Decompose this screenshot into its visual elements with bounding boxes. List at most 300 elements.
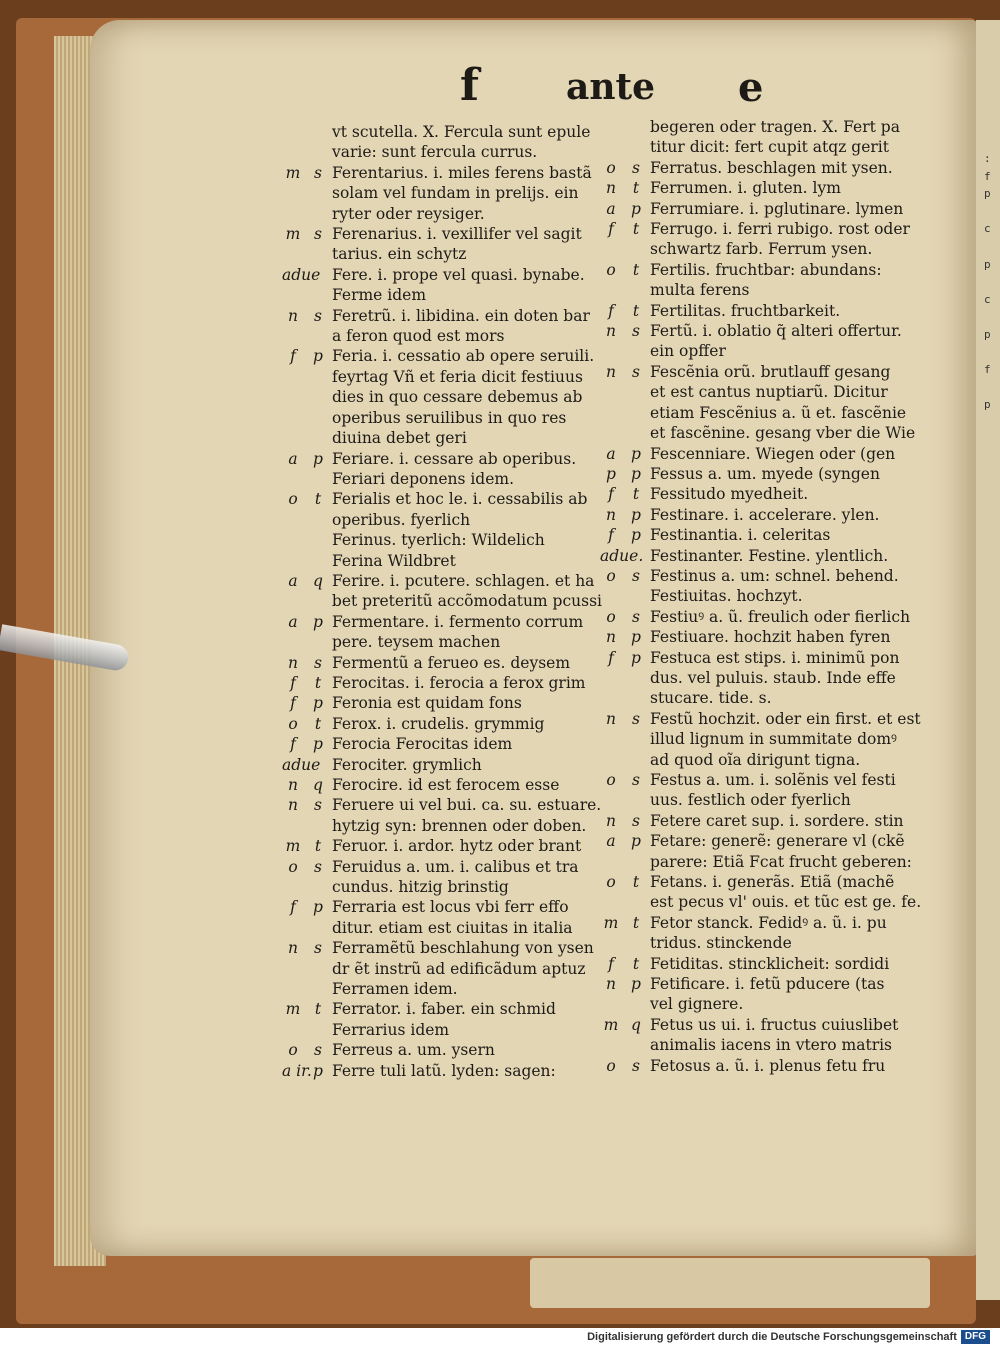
gender-marker (282, 469, 304, 489)
class-marker (622, 892, 650, 912)
gender-marker: f (608, 220, 614, 239)
dictionary-line (600, 688, 930, 708)
entry-text: Ferme idem (332, 286, 427, 305)
entry-text: bet preteritũ accõmodatum pcussi (331, 592, 602, 611)
gender-marker: f (608, 954, 614, 973)
dictionary-line (600, 117, 930, 137)
class-marker: s (632, 811, 640, 830)
class-marker: q (631, 1015, 641, 1034)
gender-marker: m (285, 1000, 301, 1019)
entry-text: Ferratus. beschlagen mit ysen. (650, 158, 893, 177)
entry-text: Festiuare. hochzit haben fyren (650, 628, 891, 647)
entry-text: Festinantia. i. celeritas (650, 526, 831, 545)
gender-marker: a (606, 444, 616, 463)
header-center-word: ante (566, 66, 656, 108)
class-marker: t (314, 673, 322, 692)
class-marker (622, 239, 650, 259)
gender-marker: o (288, 1041, 298, 1060)
class-marker: p (313, 694, 323, 713)
class-marker: t (632, 301, 640, 320)
dictionary-line (282, 163, 602, 183)
gender-marker: a (606, 832, 616, 851)
dictionary-line (600, 954, 930, 974)
gender-marker: o (606, 771, 616, 789)
gender-marker: f (608, 526, 614, 545)
entry-text: Ferrator. i. faber. ein schmid (332, 1000, 556, 1019)
entry-text: etiam Fescẽnius a. ũ et. fascẽnie (650, 403, 907, 422)
dictionary-line (282, 632, 602, 652)
entry-text: Ferramẽtũ beschlahung von ysen (332, 939, 594, 958)
class-marker (622, 688, 650, 708)
class-marker (622, 403, 650, 423)
class-marker: s (632, 158, 640, 177)
gender-marker (600, 586, 622, 606)
dictionary-line (282, 265, 602, 285)
gender-marker (282, 408, 304, 428)
entry-text: tridus. stinckende (650, 934, 792, 953)
dictionary-line (282, 795, 602, 815)
dictionary-line (600, 974, 930, 994)
class-marker: q (313, 776, 323, 794)
class-marker: s (632, 607, 640, 626)
dictionary-line (600, 709, 930, 729)
gender-marker: adue. (600, 546, 644, 565)
class-marker (304, 755, 332, 775)
entry-text: Festiuitas. hochzyt. (650, 587, 803, 606)
gender-marker (282, 591, 304, 611)
dictionary-line (282, 408, 602, 428)
gender-marker: n (288, 796, 298, 815)
dictionary-line (600, 668, 930, 688)
entry-text: Fescẽnia orũ. brutlauff gesang (650, 362, 891, 381)
class-marker (304, 122, 332, 142)
dictionary-line (282, 326, 602, 346)
class-marker: t (632, 954, 640, 973)
dictionary-line (600, 913, 930, 933)
entry-text: Fetor stanck. Fedidꝰ a. ũ. i. pu (650, 913, 887, 932)
class-marker (304, 367, 332, 387)
class-marker (304, 204, 332, 224)
page-bottom-strip (530, 1258, 930, 1308)
entry-text: animalis iacens in vtero matris (650, 1036, 893, 1055)
dictionary-line (282, 224, 602, 244)
gender-marker: m (285, 163, 301, 182)
class-marker (304, 326, 332, 346)
entry-text: et fascẽnine. gesang vber die Wie (650, 424, 916, 443)
class-marker: s (632, 566, 640, 585)
dictionary-line (600, 137, 930, 157)
entry-text: Ferraria est locus vbi ferr effo (332, 898, 569, 917)
facing-page-marks: : f p c p c p f p (984, 152, 991, 412)
entry-text: Feria. i. cessatio ab opere seruili. (332, 347, 595, 366)
gender-marker (600, 117, 622, 137)
entry-text: Fermentare. i. fermento corrum (332, 612, 584, 631)
class-marker (622, 382, 650, 402)
gender-marker (282, 367, 304, 387)
class-marker (304, 285, 332, 305)
dictionary-line (600, 831, 930, 851)
gender-marker: n (606, 505, 616, 524)
entry-text: Ferrugo. i. ferri rubigo. rost oder (650, 220, 910, 239)
gender-marker (600, 239, 622, 259)
dictionary-line (282, 918, 602, 938)
class-marker: t (632, 220, 640, 239)
dictionary-line (282, 1020, 602, 1040)
dictionary-line (282, 857, 602, 877)
gender-marker (600, 688, 622, 708)
dictionary-line (600, 648, 930, 668)
dictionary-line (282, 612, 602, 632)
entry-text: Festus a. um. i. solẽnis vel festi (650, 771, 896, 789)
class-marker (622, 852, 650, 872)
gender-marker: o (606, 566, 616, 585)
gender-marker: n (288, 653, 298, 672)
entry-text: uus. festlich oder fyerlich (650, 791, 851, 810)
dictionary-line (282, 755, 602, 775)
entry-text: vel gignere. (650, 995, 744, 1014)
entry-text: Fetus us ui. i. fructus cuiuslibet (650, 1015, 899, 1034)
dictionary-line (600, 464, 930, 484)
gender-marker (282, 387, 304, 407)
funding-credit: Digitalisierung gefördert durch die Deutsche Forschungsgemeinschaft (587, 1331, 957, 1343)
class-marker (304, 510, 332, 530)
dictionary-line (282, 571, 602, 591)
entry-text: Ferociter. grymlich (332, 755, 482, 774)
class-marker: s (314, 653, 322, 672)
entry-text: Feriari deponens idem. (332, 469, 515, 488)
class-marker: t (632, 485, 640, 504)
entry-text: Feriare. i. cessare ab operibus. (332, 449, 577, 468)
class-marker: p (631, 505, 641, 524)
dictionary-line (600, 729, 930, 749)
dictionary-line (282, 653, 602, 673)
dictionary-line (282, 510, 602, 530)
entry-text: Festinus a. um: schnel. behend. (650, 566, 899, 585)
dictionary-line (600, 362, 930, 382)
gender-marker: o (606, 1056, 616, 1075)
dictionary-line (600, 280, 930, 300)
class-marker (304, 591, 332, 611)
class-marker (304, 551, 332, 571)
left-text-column (282, 122, 602, 1081)
gender-marker (600, 750, 622, 770)
gender-marker: a ir. (282, 1061, 312, 1080)
gender-marker: n (606, 362, 616, 381)
class-marker (304, 632, 332, 652)
class-marker: s (314, 163, 322, 182)
gender-marker: a (606, 199, 616, 218)
entry-text: Ferre tuli latũ. lyden: sagen: (332, 1061, 556, 1080)
class-marker (304, 877, 332, 897)
dictionary-line (600, 341, 930, 361)
dictionary-line (600, 546, 930, 566)
entry-text: a feron quod est mors (332, 327, 505, 346)
class-marker: s (632, 322, 640, 341)
dictionary-line (282, 775, 602, 795)
class-marker (622, 933, 650, 953)
gender-marker (600, 1035, 622, 1055)
entry-text: Festiuꝰ a. ũ. freulich oder fierlich (650, 607, 911, 626)
entry-text: Fetare: generẽ: generare vl (ckẽ (650, 832, 905, 851)
entry-text: dies in quo cessare debemus ab (332, 388, 583, 407)
dictionary-line (282, 428, 602, 448)
entry-text: dr ẽt instrũ ad edificãdum aptuz (332, 959, 586, 978)
gender-marker (600, 341, 622, 361)
class-marker (622, 546, 650, 566)
header-letter-right: e (738, 64, 764, 111)
class-marker (304, 244, 332, 264)
entry-text: Fessus a. um. myede (syngen (650, 464, 880, 483)
dictionary-line (600, 892, 930, 912)
dictionary-line (600, 199, 930, 219)
gender-marker (600, 403, 622, 423)
entry-text: tarius. ein schytz (332, 245, 467, 264)
entry-text: Festinanter. Festine. ylentlich. (650, 546, 889, 565)
entry-text: Fessitudo myedheit. (650, 485, 809, 504)
class-marker: s (632, 771, 640, 789)
dictionary-line (600, 852, 930, 872)
entry-text: operibus. fyerlich (332, 510, 471, 529)
entry-text: ryter oder reysiger. (332, 204, 485, 223)
entry-text: ein opffer (650, 342, 726, 361)
gender-marker: n (288, 306, 298, 325)
gender-marker: o (288, 490, 298, 509)
dictionary-line (282, 285, 602, 305)
gender-marker: m (603, 913, 619, 932)
dictionary-line (282, 346, 602, 366)
class-marker (622, 586, 650, 606)
dictionary-line (600, 423, 930, 443)
entry-text: Ferialis et hoc le. i. cessabilis ab (332, 490, 588, 509)
gender-marker (282, 122, 304, 142)
gender-marker (600, 892, 622, 912)
class-marker: s (632, 709, 640, 728)
entry-text: ad quod oĩa dirigunt tigna. (650, 750, 861, 769)
entry-text: Ferrumen. i. gluten. lym (650, 179, 841, 198)
entry-text: multa ferens (650, 281, 750, 300)
class-marker (622, 729, 650, 749)
dictionary-line (282, 714, 602, 734)
entry-text: titur dicit: fert cupit atqz gerit (650, 138, 889, 157)
dictionary-line (600, 260, 930, 280)
entry-text: hytzig syn: brennen oder doben. (332, 816, 587, 835)
gender-marker (282, 632, 304, 652)
entry-text: Festũ hochzit. oder ein first. et est (650, 709, 921, 728)
entry-text: Ferinus. tyerlich: Wildelich (332, 531, 545, 550)
entry-text: Ferina Wildbret (332, 551, 456, 570)
dictionary-line (600, 525, 930, 545)
entry-text: Ferreus a. um. ysern (332, 1041, 495, 1060)
class-marker: p (313, 735, 323, 754)
class-marker: s (314, 225, 322, 244)
entry-text: dus. vel puluis. staub. Inde effe (650, 668, 896, 687)
dictionary-line (282, 938, 602, 958)
gender-marker: o (606, 158, 616, 177)
gender-marker (282, 204, 304, 224)
gender-marker (282, 551, 304, 571)
class-marker: p (313, 612, 323, 631)
entry-text: Fertilis. fruchtbar: abundans: (650, 260, 882, 279)
class-marker (622, 341, 650, 361)
class-marker: p (631, 199, 641, 218)
class-marker: s (314, 306, 322, 325)
class-marker: p (313, 347, 323, 366)
class-marker (304, 918, 332, 938)
class-marker: p (631, 832, 641, 851)
entry-text: Ferenarius. i. vexillifer vel sagit (332, 225, 582, 244)
dictionary-line (600, 627, 930, 647)
entry-text: illud lignum in summitate domꝰ (650, 730, 897, 749)
entry-text: Festuca est stips. i. minimũ pon (650, 648, 900, 667)
gender-marker: a (288, 449, 298, 468)
class-marker: s (314, 939, 322, 958)
class-marker (304, 469, 332, 489)
dictionary-line (282, 897, 602, 917)
class-marker: s (632, 1056, 640, 1075)
dictionary-line (282, 979, 602, 999)
gender-marker (600, 933, 622, 953)
class-marker (304, 979, 332, 999)
dictionary-line (600, 933, 930, 953)
entry-text: schwartz farb. Ferrum ysen. (650, 240, 873, 259)
dictionary-line (282, 306, 602, 326)
dictionary-line (282, 489, 602, 509)
entry-text: operibus seruilibus in quo res (332, 408, 567, 427)
dfg-logo: DFG (961, 1330, 990, 1344)
gender-marker: f (290, 735, 296, 754)
class-marker (622, 1035, 650, 1055)
entry-text: feyrtag Vñ et feria dicit festiuus (332, 367, 583, 386)
dictionary-line (600, 301, 930, 321)
entry-text: begeren oder tragen. X. Fert pa (650, 118, 900, 136)
class-marker (622, 137, 650, 157)
entry-text: Festinare. i. accelerare. ylen. (650, 505, 880, 524)
dictionary-line (600, 1015, 930, 1035)
class-marker: q (313, 571, 323, 590)
dictionary-line (282, 367, 602, 387)
class-marker (622, 994, 650, 1014)
dictionary-line (282, 816, 602, 836)
gender-marker: f (290, 347, 296, 366)
dictionary-line (282, 142, 602, 162)
entry-text: Fetificare. i. fetũ pducere (tas (650, 975, 885, 994)
gender-marker (600, 137, 622, 157)
entry-text: parere: Etiã Fcat frucht geberen: (650, 852, 912, 871)
gender-marker: n (606, 628, 616, 647)
gender-marker (282, 877, 304, 897)
entry-text: Ferramen idem. (332, 980, 458, 999)
gender-marker: o (606, 873, 616, 892)
class-marker: t (632, 260, 640, 279)
entry-text: Ferocia Ferocitas idem (332, 735, 513, 754)
gender-marker (600, 382, 622, 402)
entry-text: Fetans. i. generãs. Etiã (machẽ (650, 873, 895, 892)
gender-marker: f (290, 673, 296, 692)
class-marker: t (314, 490, 322, 509)
class-marker (304, 959, 332, 979)
gender-marker: a (288, 571, 298, 590)
entry-text: Feruor. i. ardor. hytz oder brant (332, 837, 582, 856)
entry-text: varie: sunt fercula currus. (332, 143, 538, 162)
dictionary-line (282, 551, 602, 571)
dictionary-line (282, 693, 602, 713)
entry-text: ditur. etiam est ciuitas in italia (332, 918, 573, 937)
gender-marker (282, 285, 304, 305)
dictionary-line (282, 449, 602, 469)
gender-marker (600, 668, 622, 688)
gender-marker: f (290, 898, 296, 917)
dictionary-line (600, 790, 930, 810)
dictionary-line (600, 505, 930, 525)
gender-marker: n (606, 179, 616, 198)
dictionary-line (282, 959, 602, 979)
class-marker: p (631, 464, 641, 483)
dictionary-line (282, 1040, 602, 1060)
class-marker: t (314, 1000, 322, 1019)
entry-text: vt scutella. X. Fercula sunt epule (332, 123, 591, 141)
gender-marker (282, 530, 304, 550)
entry-text: Fermentũ a ferueo es. deysem (332, 653, 571, 672)
gender-marker (282, 918, 304, 938)
entry-text: cundus. hitzig brinstig (332, 878, 509, 897)
entry-text: Feretrũ. i. libidina. ein doten bar (332, 306, 590, 325)
entry-text: et est cantus nuptiarũ. Dicitur (650, 383, 888, 402)
entry-text: Fertũ. i. oblatio q̃ alteri offertur. (650, 322, 902, 341)
gender-marker: m (285, 837, 301, 856)
gender-marker: n (606, 975, 616, 994)
gender-marker: adue (282, 755, 321, 774)
dictionary-line (600, 321, 930, 341)
gender-marker: f (608, 301, 614, 320)
dictionary-line (282, 244, 602, 264)
gender-marker: n (606, 709, 616, 728)
class-marker (304, 1020, 332, 1040)
dictionary-line (600, 403, 930, 423)
dictionary-line (600, 219, 930, 239)
gender-marker (282, 183, 304, 203)
gender-marker (600, 790, 622, 810)
dictionary-line (600, 444, 930, 464)
dictionary-line (282, 999, 602, 1019)
class-marker: s (314, 796, 322, 815)
class-marker: t (632, 913, 640, 932)
class-marker (304, 530, 332, 550)
entry-text: Fetiditas. stincklicheit: sordidi (650, 954, 890, 973)
dictionary-line (282, 877, 602, 897)
dictionary-line (282, 183, 602, 203)
dictionary-line (600, 872, 930, 892)
gender-marker: f (608, 485, 614, 504)
gender-marker: m (285, 225, 301, 244)
class-marker: p (631, 628, 641, 647)
dictionary-line (282, 469, 602, 489)
gender-marker: n (288, 939, 298, 958)
entry-text: Ferocitas. i. ferocia a ferox grim (332, 673, 586, 692)
entry-text: Ferrumiare. i. pglutinare. lymen (650, 199, 904, 218)
footer-bar (0, 1328, 1000, 1346)
class-marker (304, 142, 332, 162)
dictionary-line (282, 836, 602, 856)
dictionary-line (600, 607, 930, 627)
gender-marker (282, 510, 304, 530)
gender-marker: f (608, 648, 614, 667)
gender-marker (282, 428, 304, 448)
dictionary-line (600, 811, 930, 831)
entry-text: diuina debet geri (332, 429, 467, 448)
entry-text: est pecus vl' ouis. et tũc est ge. fe. (650, 893, 922, 912)
class-marker (622, 668, 650, 688)
dictionary-line (600, 586, 930, 606)
